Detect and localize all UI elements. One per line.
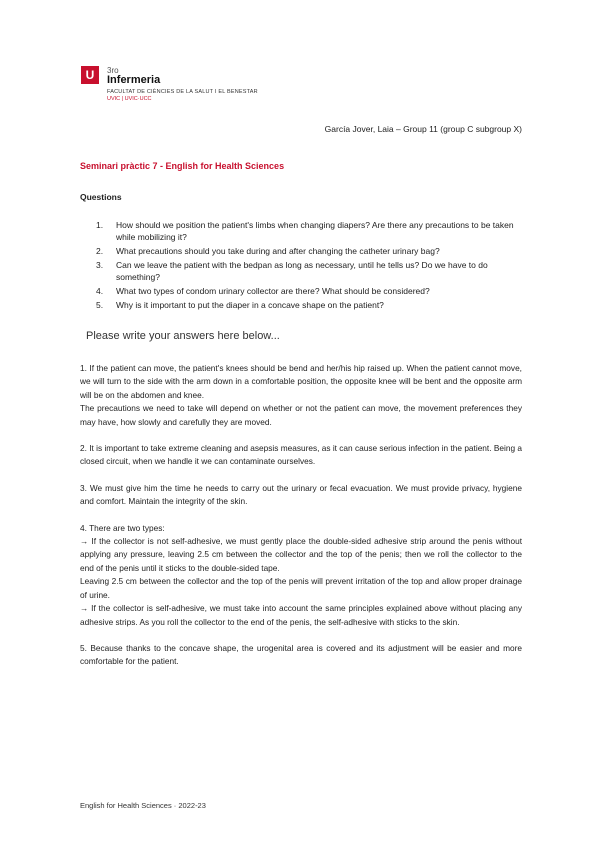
answers-section <box>80 362 522 669</box>
answer-5: 5. Because thanks to the concave shape, the urogenital area is covered and its adjustment will be easier and more comfortable for the patient. <box>80 642 522 667</box>
logo-uvic: UVIC | UVIC·UCC <box>107 96 152 102</box>
question-item: 2. What precautions should you take during and after changing the catheter urinary bag? <box>96 246 440 256</box>
logo-subtitle: FACULTAT DE CIÈNCIES DE LA SALUT I EL BENESTAR <box>107 89 258 95</box>
uvic-logo-mark: U <box>81 66 99 84</box>
question-item: 4. What two types of condom urinary collector are there? What should be considered? <box>96 286 430 296</box>
logo-small-text: 3ro <box>107 66 119 75</box>
answer-2: 2. It is important to take extreme cleaning and asepsis measures, as it can cause serious infection in the patient. Being a closed circuit, when we handle it we can contaminate ourselves. <box>80 443 522 467</box>
questions-heading: Questions <box>80 192 122 202</box>
answer-3: 3. We must give him the time he needs to carry out the urinary or fecal evacuation. We must provide privacy, hygiene and comfort. Maintain the integrity of the skin. <box>80 482 522 507</box>
answer-1-paragraph-2: The precautions we need to take will depend on whether or not the patient can move, the movement preferences they may have, how slowly and carefully they are moved. <box>80 403 522 427</box>
seminar-title: Seminari pràctic 7 - English for Health Sciences <box>80 161 285 171</box>
answer-4-intro: 4. There are two types: <box>80 522 165 533</box>
questions-list <box>96 219 526 313</box>
question-item: 3. Can we leave the patient with the bedpan as long as necessary, until he tells us? Do we have to do something? <box>96 260 488 282</box>
answer-4-paragraph-3: → If the collector is self-adhesive, we must take into account the same principles explained above without placing any adhesive strips. As you roll the collector to the end of the penis, the self-adhesive with sticks to the skin. <box>80 603 522 627</box>
answer-prompt: Please write your answers here below... <box>86 330 280 342</box>
answer-4-paragraph-2: Leaving 2.5 cm between the collector and the top of the penis will prevent irritation of the top and allow proper drainage of urine. <box>80 576 522 600</box>
answer-1-paragraph-1: 1. If the patient can move, the patient's knees should be bend and her/his hip raised up. When the patient cannot move, we will turn to the side with the arm down in a comfortable position, the opposite knee will be bent and the opposite arm will be on the abdomen and knee. <box>80 363 522 400</box>
author-line: García Jover, Laia – Group 11 (group C subgroup X) <box>324 124 522 134</box>
logo-title: Infermeria <box>107 74 161 86</box>
question-item: 5. Why is it important to put the diaper in a concave shape on the patient? <box>96 300 384 310</box>
answer-4-paragraph-1: → If the collector is not self-adhesive, we must gently place the double-sided adhesive strip around the penis without applying any pressure, leaving 2.5 cm between the collector and the top of the penis; then we roll the collector to the end of the penis until it sticks to the double-sided tape. <box>80 536 522 573</box>
page-footer: English for Health Sciences · 2022-23 <box>80 801 206 810</box>
question-item: 1. How should we position the patient's limbs when changing diapers? Are there any precautions to be taken while mobilizing it? <box>96 220 514 242</box>
